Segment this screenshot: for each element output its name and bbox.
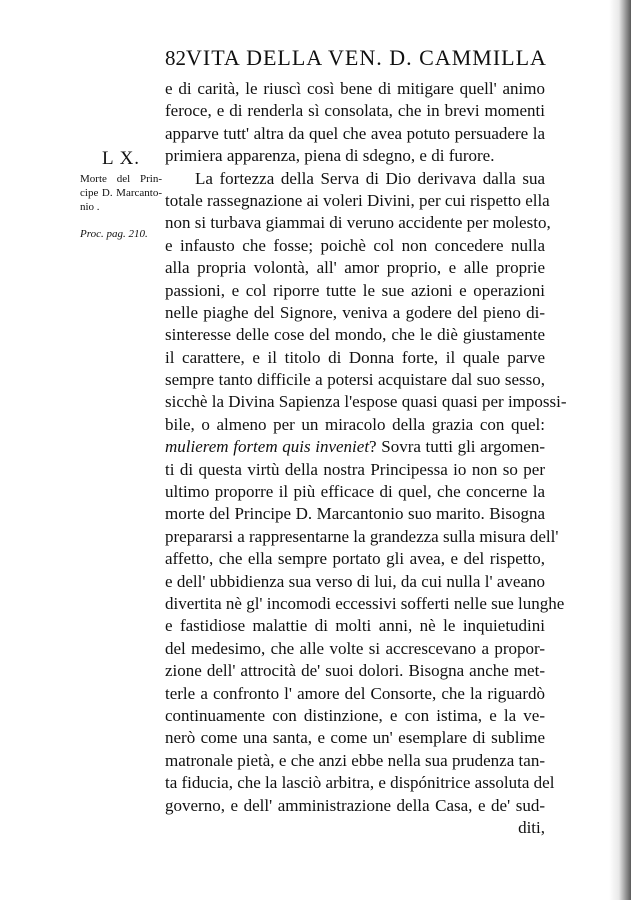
margin-note (80, 148, 162, 214)
text-line: e fastidiose malattie di molti anni, nè le inquietudini (165, 616, 545, 636)
running-head: VITA DELLA VEN. D. CAMMILLA (186, 45, 547, 70)
text-line: sicchè la Divina Sapienza l'espose quasi quasi per impossi- (165, 392, 567, 412)
text-line: non si turbava giammai di veruno accidente per molesto, (165, 213, 551, 233)
text-line: La fortezza della Serva di Dio derivava dalla sua (195, 168, 545, 188)
text-line: continuamente con distinzione, e con istima, e la ve- (165, 705, 545, 725)
text-line: governo, e dell' amministrazione della Casa, e de' sud- (165, 795, 545, 815)
page-number: 82 (165, 46, 186, 70)
page-header (165, 45, 545, 77)
text-line: apparve tutt' altra da quel che avea potuto persuadere la (165, 123, 545, 143)
text-line: del medesimo, che alle volte si accrescevano a propor- (165, 638, 545, 658)
text-line: diti, (518, 817, 545, 837)
body-text (165, 78, 567, 839)
text-line: ti di questa virtù della nostra Principessa io non so per (165, 459, 545, 479)
text-line: zione dell' attrocità de' suoi dolori. Bisogna anche met- (165, 661, 545, 681)
text-line: sempre tanto difficile a potersi acquistare dal suo sesso, (165, 370, 545, 390)
text-line: divertita nè gl' incomodi eccessivi sofferti nelle sue lunghe (165, 593, 565, 613)
text-line (165, 436, 545, 458)
text-line: affetto, che ella sempre portato gli avea, e del rispetto, (165, 549, 545, 569)
text-line: totale rassegnazione ai voleri Divini, per cui rispetto ella (165, 190, 550, 210)
text-line: primiera apparenza, piena di sdegno, e di furore. (165, 146, 495, 166)
text-line: feroce, e di renderla sì consolata, che in brevi momenti (165, 101, 545, 121)
text-line: nelle piaghe del Signore, veniva a godere del pieno di- (165, 302, 545, 322)
text-line: ultimo proporre il più efficace di quel, che concerne la (165, 482, 545, 502)
text-line: matronale pietà, e che anzi ebbe nella sua prudenza tan- (165, 750, 545, 770)
margin-reference: Proc. pag. 210. (80, 228, 148, 240)
margin-note-line: cipe D. Marcanto- (80, 187, 162, 199)
text-line: terle a confronto l' amore del Consorte, che la riguardò (165, 683, 545, 703)
margin-note-line: Morte del Prin- (80, 173, 162, 185)
page-edge-shadow (609, 0, 631, 900)
text-line: bile, o almeno per un miracolo della grazia con quel: (165, 414, 545, 434)
text-line: e dell' ubbidienza sua verso di lui, da cui nulla l' aveano (165, 571, 545, 591)
text-line: morte del Principe D. Marcantonio suo marito. Bisogna (165, 504, 545, 524)
text-line: e di carità, le riuscì così bene di mitigare quell' animo (165, 79, 545, 98)
text-line: ta fiducia, che la lasciò arbitra, e dispónitrice assoluta del (165, 773, 555, 793)
latin-quote: mulierem fortem quis inveniet (165, 437, 370, 457)
text-line-rest: ? Sovra tutti gli argomen- (369, 437, 546, 457)
text-line: e infausto che fosse; poichè col non concedere nulla (165, 235, 545, 255)
section-number: L X. (101, 148, 141, 169)
margin-note-line: nio . (80, 201, 100, 213)
text-line: alla propria volontà, all' amor proprio, e alle proprie (165, 258, 545, 278)
text-line: passioni, e col riporre tutte le sue azioni e operazioni (165, 280, 545, 300)
text-line: sinteresse delle cose del mondo, che le diè giustamente (165, 325, 545, 345)
text-line: nerò come una santa, e come un' esemplare di sublime (165, 728, 545, 748)
text-line: prepararsi a rappresentarne la grandezza sulla misura dell' (165, 526, 559, 546)
text-line: il carattere, e il titolo di Donna forte, il quale parve (165, 347, 545, 367)
